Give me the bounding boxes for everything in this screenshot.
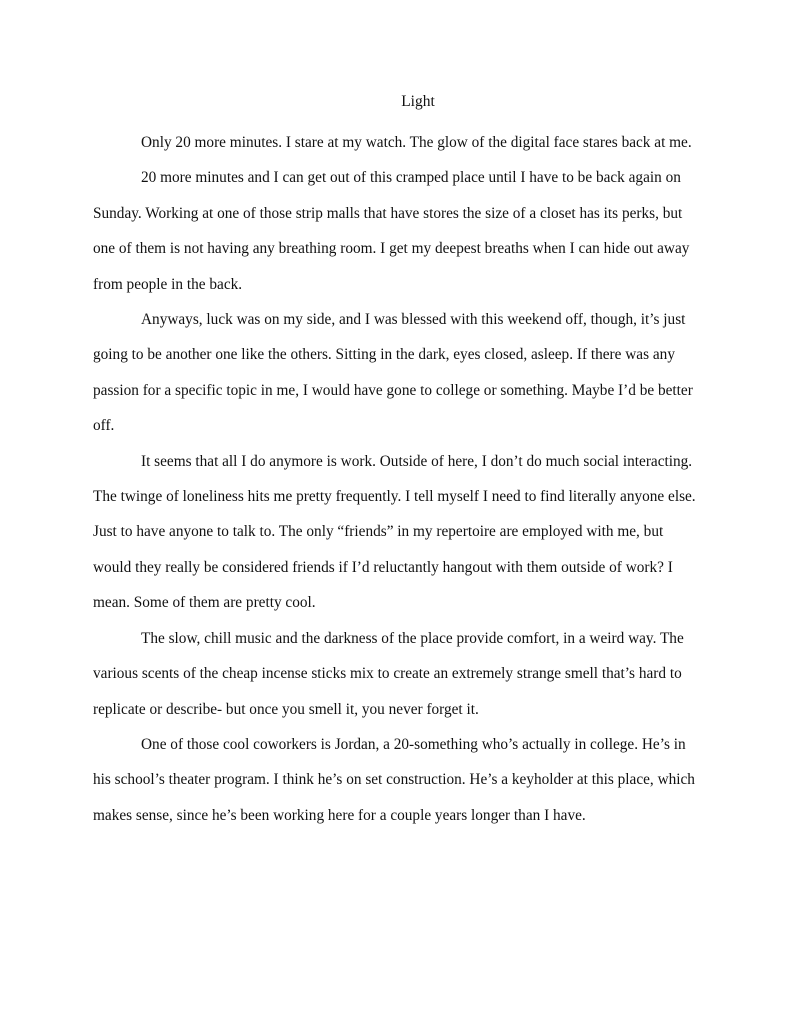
paragraph: Only 20 more minutes. I stare at my watch. The glow of the digital face stares back at me. xyxy=(141,134,692,151)
document-body xyxy=(93,125,705,833)
paragraph: One of those cool coworkers is Jordan, a 20-something who’s actually in college. He’s in his school’s theater program. I think he’s on set construction. He’s a keyholder at this place, which makes sense, since he’s been working here for a couple years longer than I have. xyxy=(93,735,695,824)
document-title: Light xyxy=(401,93,435,110)
paragraph: It seems that all I do anymore is work. Outside of here, I don’t do much social interacting. The twinge of loneliness hits me pretty frequently. I tell myself I need to find literally anyone else. Just to have anyone to talk to. The only “friends” in my repertoire are employed with me, but would they really be considered friends if I’d reluctantly hangout with them outside of work? I mean. Some of them are pretty cool. xyxy=(93,452,696,612)
paragraph: Anyways, luck was on my side, and I was blessed with this weekend off, though, it’s just going to be another one like the others. Sitting in the dark, eyes closed, asleep. If there was any passion for a specific topic in me, I would have gone to college or something. Maybe I’d be better off. xyxy=(93,311,693,435)
paragraph: The slow, chill music and the darkness of the place provide comfort, in a weird way. The various scents of the cheap incense sticks mix to create an extremely strange smell that’s hard to replicate or describe- but once you smell it, you never forget it. xyxy=(93,629,684,718)
paragraph: 20 more minutes and I can get out of this cramped place until I have to be back again on Sunday. Working at one of those strip malls that have stores the size of a closet has its perks, but one of them is not having any breathing room. I get my deepest breaths when I can hide out away from people in the back. xyxy=(93,169,690,293)
